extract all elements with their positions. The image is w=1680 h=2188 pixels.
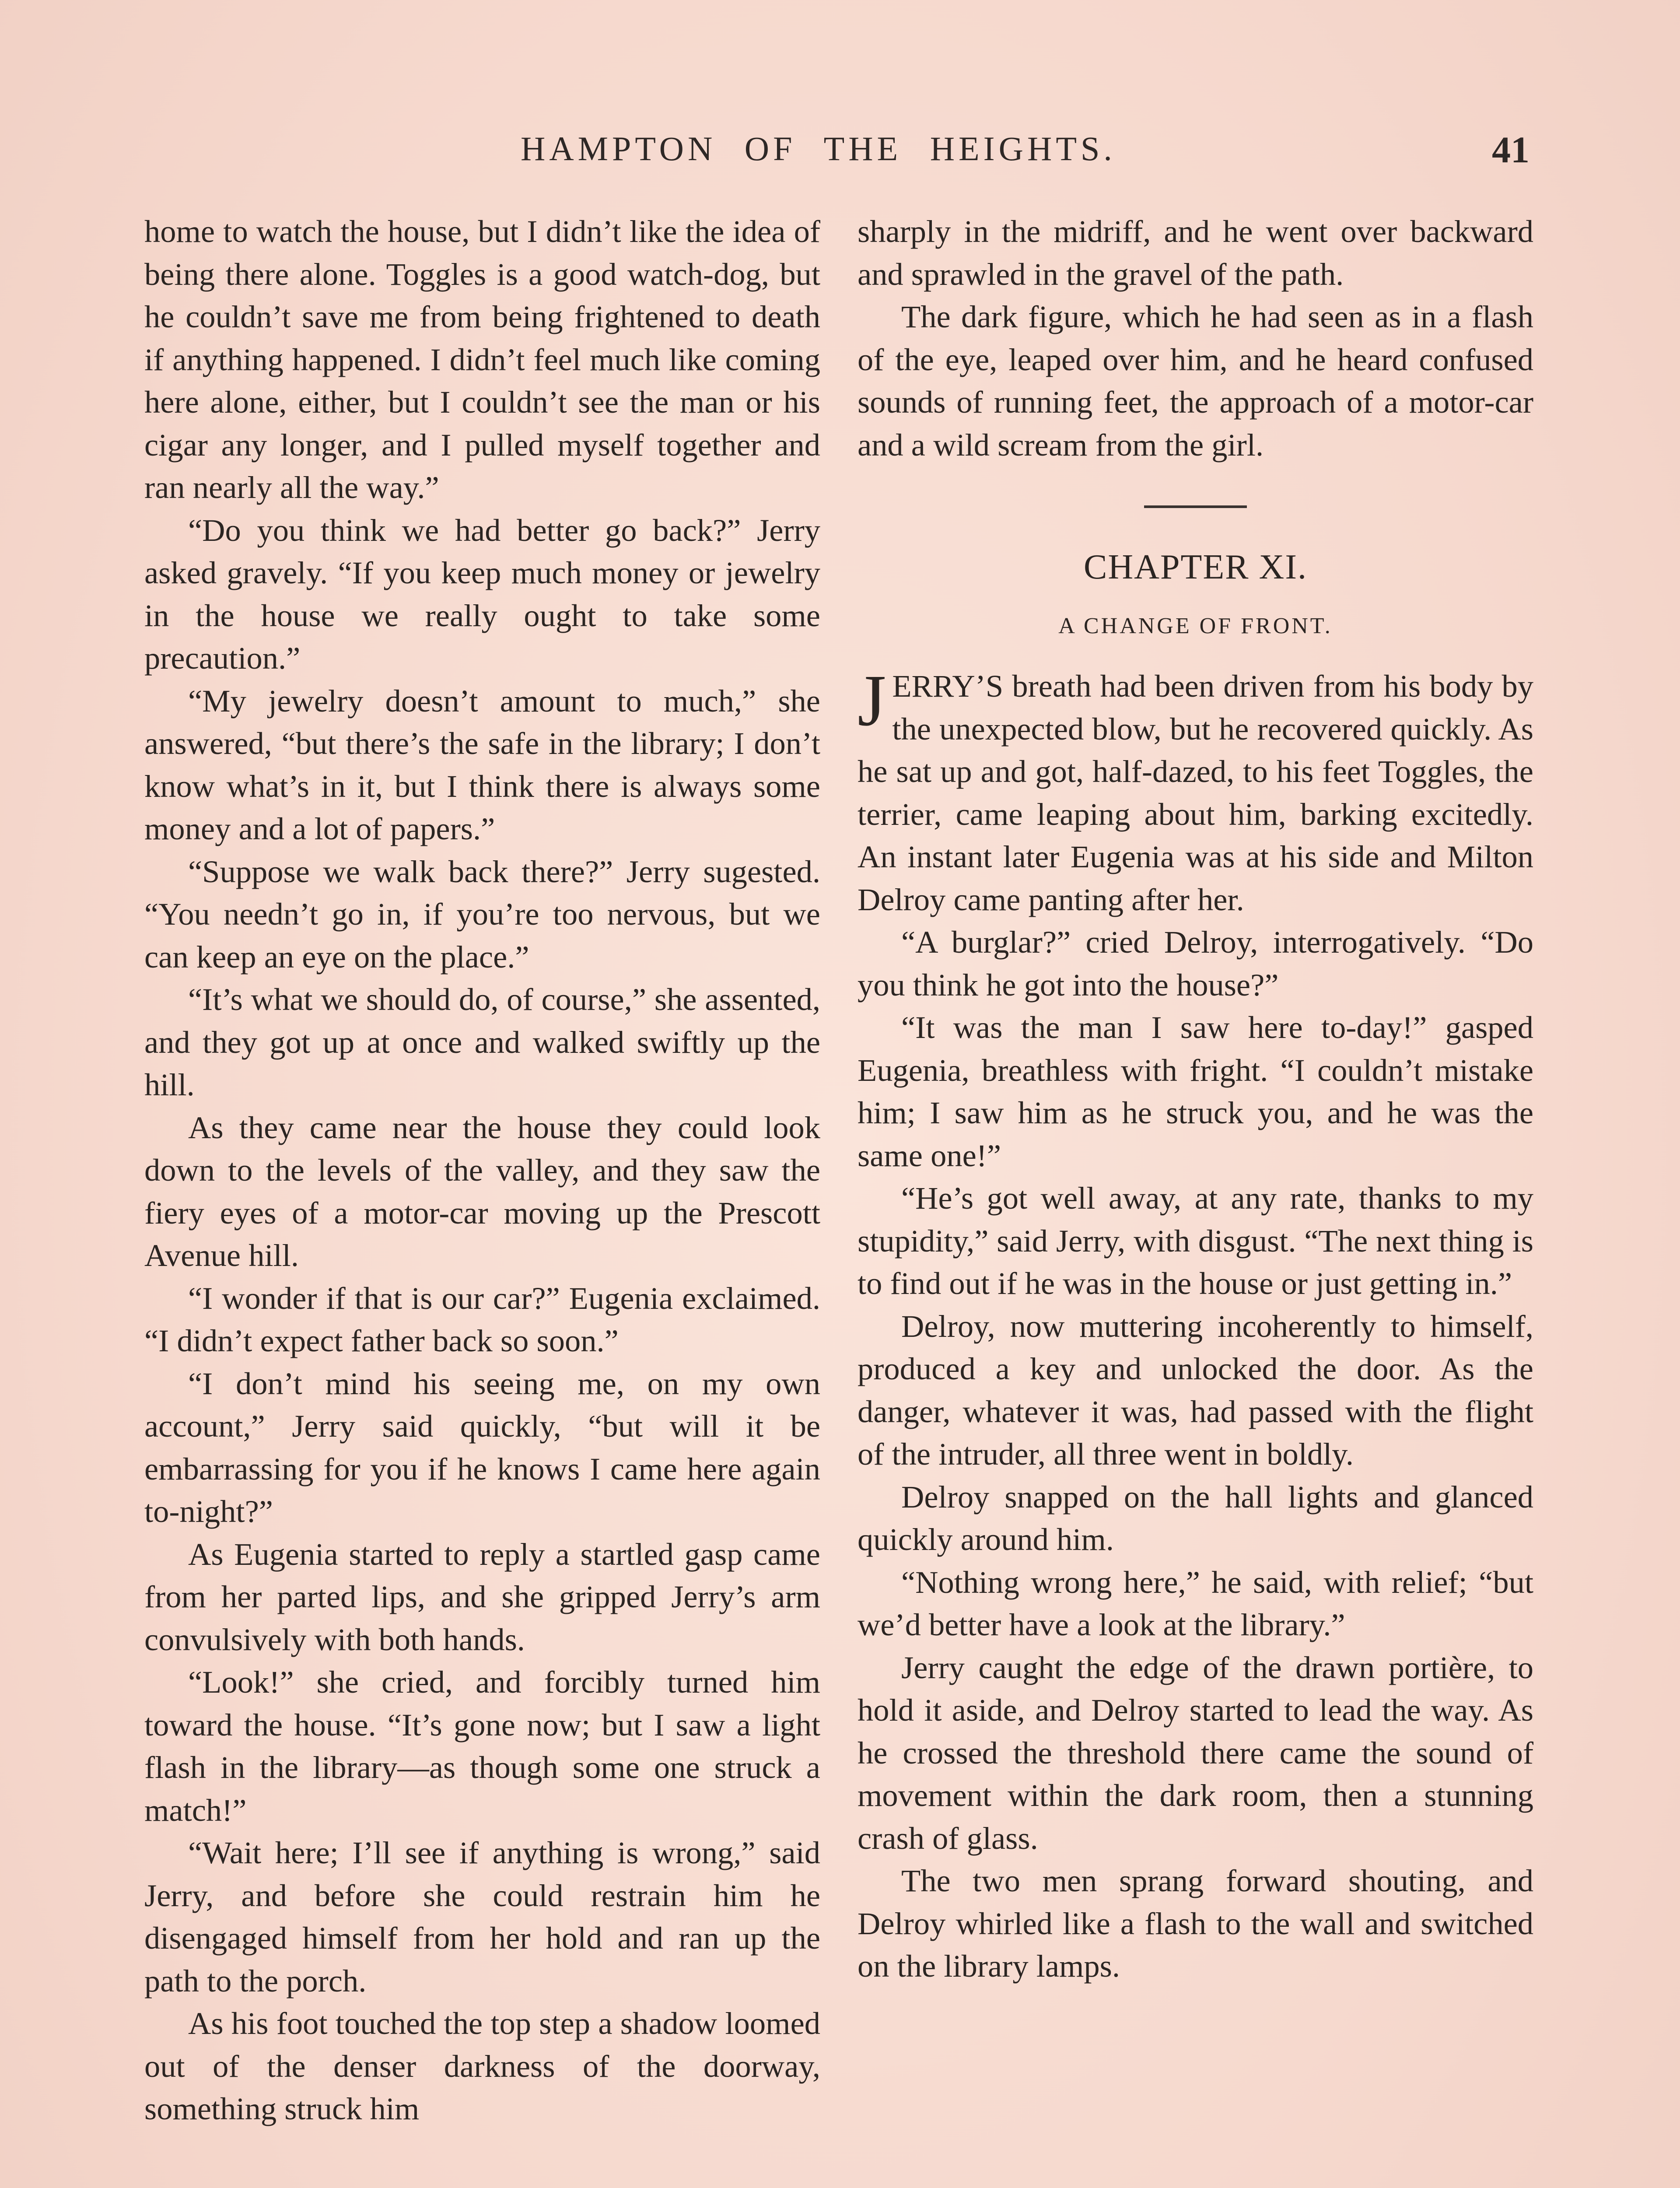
chapter-title: CHAPTER XI. [1084,548,1307,586]
paragraph: “Nothing wrong here,” he said, with relief; “but we’d better have a look at the library.” [858,1564,1533,1642]
paragraph: As his foot touched the top step a shadow loomed out of the denser darkness of the doorway, something struck him [144,2006,820,2126]
paragraph: “It’s what we should do, of course,” she assented, and they got up at once and walked swiftly up the hill. [144,982,820,1102]
paragraph: “Suppose we walk back there?” Jerry sugested. “You needn’t go in, if you’re too nervous, but we can keep an eye on the place.” [144,853,820,975]
paragraph: Delroy, now muttering incoherently to himself, produced a key and unlocked the door. As the danger, whatever it was, had passed with the flight of the intruder, all three went in boldly. [858,1308,1533,1472]
chapter-subtitle: A CHANGE OF FRONT. [1058,614,1333,638]
page-number: 41 [1492,129,1530,171]
paragraph: “I wonder if that is our car?” Eugenia exclaimed. “I didn’t expect father back so soon.” [144,1280,820,1358]
paragraph: “Look!” she cried, and forcibly turned him toward the house. “It’s gone now; but I saw a light flash in the library—as though some one struck a match!” [144,1664,820,1828]
chapter-opening-paragraph [858,660,1533,921]
paragraph: As Eugenia started to reply a startled gasp came from her parted lips, and she gripped Jerry’s arm convulsively with both hands. [144,1536,820,1657]
paragraph: “Do you think we had better go back?” Jerry asked gravely. “If you keep much money or jewelry in the house we really ought to take some precaution.” [144,512,820,676]
paragraph: The two men sprang forward shouting, and Delroy whirled like a flash to the wall and switched on the library lamps. [858,1863,1533,1984]
paragraph: “Wait here; I’ll see if anything is wrong,” said Jerry, and before she could restrain him he disengaged himself from her hold and ran up the path to the porch. [144,1835,820,1999]
paragraph: The dark figure, which he had seen as in a flash of the eye, leaped over him, and he heard confused sounds of running feet, the approach of a motor-car and a wild scream from the girl. [858,299,1533,463]
left-column [144,210,820,2130]
paragraph: “It was the man I saw here to-day!” gasped Eugenia, breathless with fright. “I couldn’t mistake him; I saw him as he struck you, and he was the same one!” [858,1010,1533,1173]
right-column [858,210,1533,1988]
section-divider [1144,505,1247,508]
paragraph: “My jewelry doesn’t amount to much,” she answered, “but there’s the safe in the library; I don’t know what’s in it, but I think there is always some money and a lot of papers.” [144,683,820,846]
paragraph: As they came near the house they could look down to the levels of the valley, and they saw the fiery eyes of a motor-car moving up the Prescott Avenue hill. [144,1109,820,1273]
paragraph: Delroy snapped on the hall lights and glanced quickly around him. [858,1479,1533,1557]
drop-cap: J [858,660,886,741]
opening-text: ERRY’S breath had been driven from his body by the unexpected blow, but he recovered quickly. As he sat up and got, half-dazed, to his feet Toggles, the terrier, came leaping about him, barking excitedly. An instant later Eugenia was at his side and Milton Delroy came panting after her. [858,668,1533,917]
paragraph: “A burglar?” cried Delroy, interrogatively. “Do you think he got into the house?” [858,924,1533,1003]
paragraph: “He’s got well away, at any rate, thanks to my stupidity,” said Jerry, with disgust. “The next thing is to find out if he was in the house or just getting in.” [858,1180,1533,1301]
running-head: HAMPTON OF THE HEIGHTS. [521,130,1116,168]
paragraph: sharply in the midriff, and he went over backward and sprawled in the gravel of the path. [858,214,1533,292]
paragraph: “I don’t mind his seeing me, on my own account,” Jerry said quickly, “but will it be embarrassing for you if he knows I came here again to-night?” [144,1365,820,1529]
paragraph: Jerry caught the edge of the drawn portière, to hold it aside, and Delroy started to lead the way. As he crossed the threshold there came the sound of movement within the dark room, then a stunning crash of glass. [858,1649,1533,1856]
paragraph: home to watch the house, but I didn’t like the idea of being there alone. Toggles is a good watch-dog, but he couldn’t save me from being frightened to death if anything happened. I didn’t feel much like coming here alone, either, but I couldn’t see the man or his cigar any longer, and I pulled myself together and ran nearly all the way.” [144,214,820,505]
